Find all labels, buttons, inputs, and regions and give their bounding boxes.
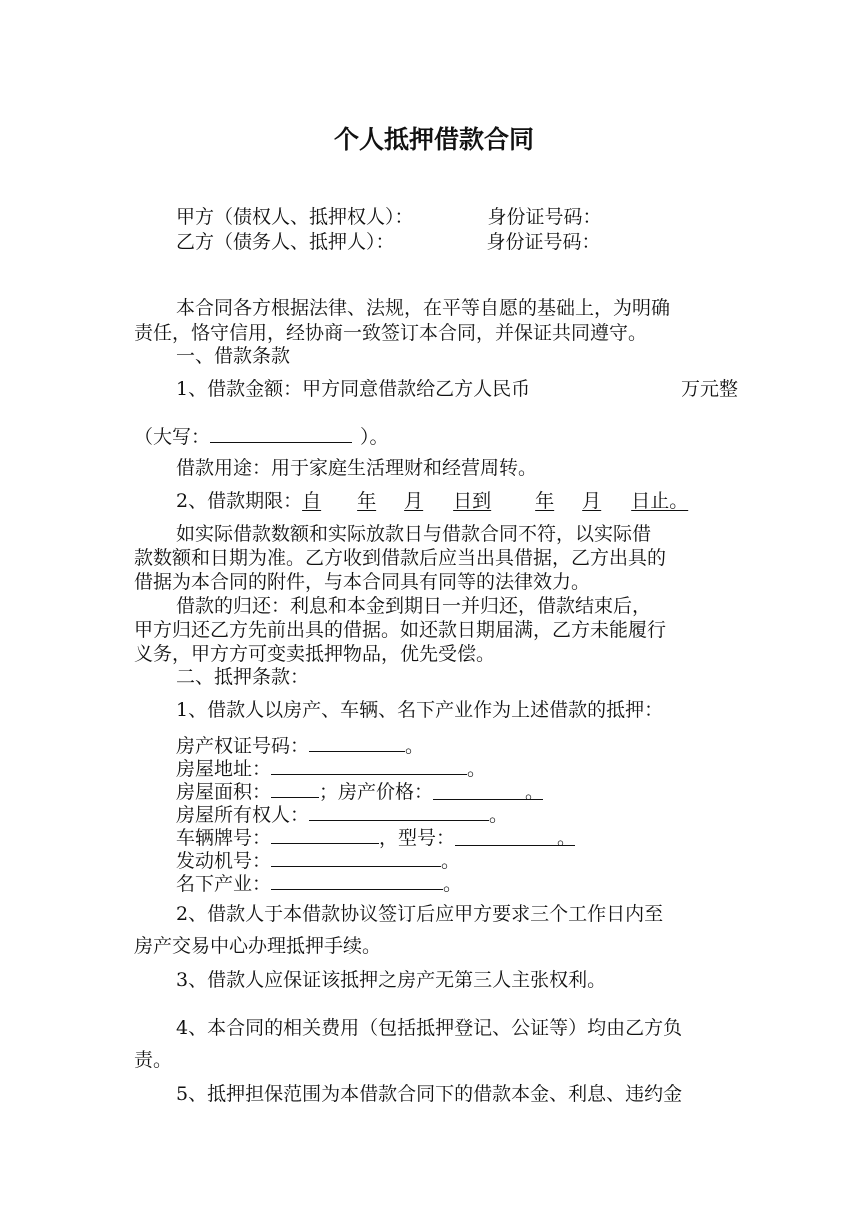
section-2-item-4-line-2: 责。 <box>134 1049 173 1071</box>
paragraph-1-line-2: 款数额和日期为准。乙方收到借款后应当出具借据，乙方出具的 <box>134 547 667 569</box>
capital-amount-line <box>134 422 738 450</box>
loan-amount-line <box>176 376 738 402</box>
property-owner-line: 房屋所有权人： 。 <box>176 800 738 828</box>
capital-amount-close: ）。 <box>360 426 389 448</box>
party-b-id-label: 身份证号码： <box>486 231 601 253</box>
paragraph-2-line-2: 甲方归还乙方先前出具的借据。如还款日期届满，乙方未能履行 <box>134 619 667 641</box>
property-under-name-blank <box>271 869 443 890</box>
loan-amount-label: 1、借款金额：甲方同意借款给乙方人民币 <box>176 378 531 400</box>
property-cert-blank <box>309 731 405 752</box>
party-b-label: 乙方（债务人、抵押人）： <box>176 231 395 253</box>
party-a-label: 甲方（债权人、抵押权人）： <box>176 206 414 228</box>
section-2-item-2-line-1: 2、借款人于本借款协议签订后应甲方要求三个工作日内至 <box>176 903 664 925</box>
property-area-blank <box>271 777 319 798</box>
engine-number-line: 发动机号： 。 <box>176 846 738 874</box>
engine-number-blank <box>271 846 441 867</box>
paragraph-1-line-1: 如实际借款数额和实际放款日与借款合同不符，以实际借 <box>176 523 652 545</box>
capital-amount-blank <box>210 422 352 443</box>
loan-term-dates: 自 年 月 日到 年 月 日止。 <box>302 490 689 512</box>
party-b-line <box>176 229 738 255</box>
loan-amount-unit: 万元整 <box>680 378 738 400</box>
preamble-line-1: 本合同各方根据法律、法规，在平等自愿的基础上，为明确 <box>176 297 671 319</box>
section-1-heading: 一、借款条款 <box>176 345 291 367</box>
vehicle-plate-line: 车辆牌号： ，型号： 。 <box>176 823 738 851</box>
paragraph-2-line-3: 义务，甲方方可变卖抵押物品，优先受偿。 <box>134 643 496 665</box>
section-2-item-5: 5、抵押担保范围为本借款合同下的借款本金、利息、违约金 <box>176 1083 683 1105</box>
section-2-item-2-line-2: 房产交易中心办理抵押手续。 <box>134 935 382 957</box>
property-cert-line: 房产权证号码： 。 <box>176 731 738 759</box>
vehicle-plate-blank <box>271 823 379 844</box>
section-2-heading: 二、抵押条款： <box>176 666 310 688</box>
party-a-line <box>176 204 738 230</box>
property-area-line: 房屋面积： ；房产价格： 。 <box>176 777 738 805</box>
section-2-item-4-line-1: 4、本合同的相关费用（包括抵押登记、公证等）均由乙方负 <box>176 1017 683 1039</box>
preamble-line-2: 责任，恪守信用，经协商一致签订本合同，并保证共同遵守。 <box>134 322 648 344</box>
section-2-item-1: 1、借款人以房产、车辆、名下产业作为上述借款的抵押： <box>176 699 664 721</box>
section-2-item-3: 3、借款人应保证该抵押之房产无第三人主张权利。 <box>176 969 607 991</box>
paragraph-2-line-1: 借款的归还：利息和本金到期日一并归还，借款结束后， <box>176 595 652 617</box>
loan-term-line <box>176 488 738 514</box>
property-owner-blank <box>309 800 489 821</box>
party-a-id-label: 身份证号码： <box>487 206 602 228</box>
property-under-name-line: 名下产业： 。 <box>176 869 738 897</box>
property-address-line: 房屋地址： 。 <box>176 754 738 782</box>
loan-purpose: 借款用途：用于家庭生活理财和经营周转。 <box>176 457 538 479</box>
paragraph-1-line-3: 借据为本合同的附件，与本合同具有同等的法律效力。 <box>134 571 591 593</box>
capital-amount-open: （大写： <box>134 426 211 448</box>
vehicle-model-blank: 。 <box>455 825 575 846</box>
loan-term-label: 2、借款期限： <box>176 490 303 512</box>
property-price-blank: 。 <box>433 779 543 800</box>
document-title: 个人抵押借款合同 <box>333 125 534 154</box>
property-address-blank <box>271 754 467 775</box>
